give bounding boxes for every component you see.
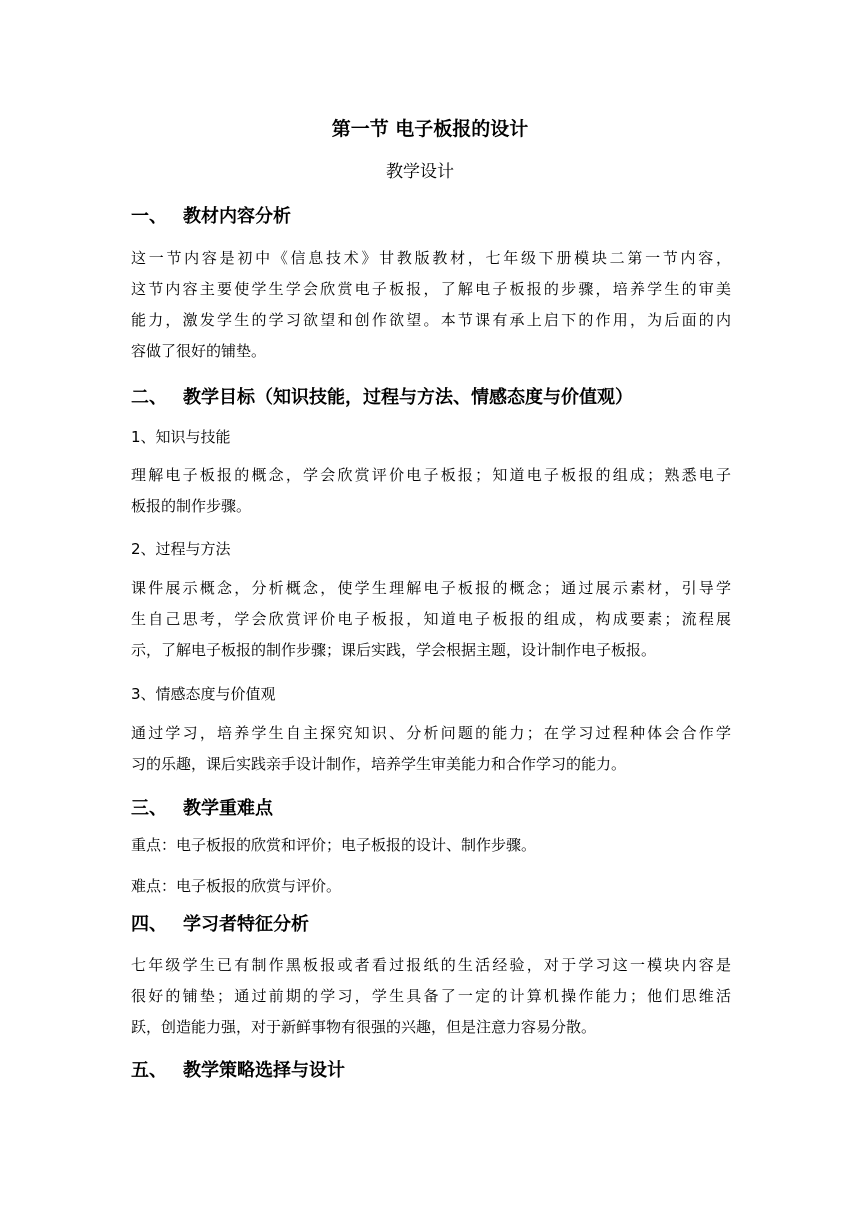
key-point-text: 重点：电子板报的欣赏和评价；电子板报的设计、制作步骤。 (131, 836, 537, 854)
paragraph-line: 习的乐趣，课后实践亲手设计制作，培养学生审美能力和合作学习的能力。 (131, 755, 627, 773)
paragraph-line: 这一节内容是初中《信息技术》甘教版教材，七年级下册模块二第一节内容， (131, 249, 731, 267)
difficult-point-text: 难点：电子板报的欣赏与评价。 (131, 877, 342, 895)
subsection-label-knowledge: 1、知识与技能 (131, 428, 231, 446)
paragraph-line: 理解电子板报的概念，学会欣赏评价电子板报；知道电子板报的组成；熟悉电子 (131, 466, 731, 484)
subsection-paragraph-attitude (131, 718, 731, 780)
section-title: 教学目标（知识技能，过程与方法、情感态度与价值观） (183, 387, 633, 408)
paragraph-line: 跃，创造能力强，对于新鲜事物有很强的兴趣，但是注意力容易分散。 (131, 1018, 597, 1036)
difficult-point-line (131, 871, 731, 902)
document-title: 第一节 电子板报的设计 (331, 118, 529, 140)
paragraph-line: 板报的制作步骤。 (131, 497, 252, 515)
subsection-paragraph-process (131, 573, 731, 666)
section-title: 教学策略选择与设计 (183, 1060, 345, 1081)
paragraph-line: 示，了解电子板报的制作步骤；课后实践，学会根据主题，设计制作电子板报。 (131, 641, 657, 659)
paragraph-line: 很好的铺垫；通过前期的学习，学生具备了一定的计算机操作能力；他们思维活 (131, 987, 731, 1005)
paragraph-line: 七年级学生已有制作黑板报或者看过报纸的生活经验，对于学习这一模块内容是 (131, 956, 731, 974)
paragraph-line: 容做了很好的铺垫。 (131, 342, 267, 360)
section-number: 三、 (131, 798, 167, 819)
section-title: 教材内容分析 (183, 206, 291, 227)
section-title: 学习者特征分析 (183, 914, 309, 935)
section-heading-5 (131, 1059, 751, 1083)
paragraph-line: 生自己思考，学会欣赏评价电子板报，知道电子板报的组成，构成要素；流程展 (131, 610, 731, 628)
section-heading-4 (131, 913, 751, 937)
section-heading-1 (131, 205, 751, 229)
paragraph-line: 能力，激发学生的学习欲望和创作欲望。本节课有承上启下的作用，为后面的内 (131, 311, 731, 329)
section-1-paragraph (131, 243, 731, 367)
subsection-label-attitude: 3、情感态度与价值观 (131, 685, 276, 703)
document-subtitle: 教学设计 (386, 162, 454, 182)
section-heading-3 (131, 797, 751, 821)
section-number: 二、 (131, 387, 167, 408)
subsection-paragraph-knowledge (131, 460, 731, 522)
section-number: 一、 (131, 206, 167, 227)
paragraph-line: 通过学习，培养学生自主探究知识、分析问题的能力；在学习过程种体会合作学 (131, 724, 731, 742)
paragraph-line: 课件展示概念，分析概念，使学生理解电子板报的概念；通过展示素材，引导学 (131, 579, 731, 597)
subsection-label-process: 2、过程与方法 (131, 540, 231, 558)
section-title: 教学重难点 (183, 798, 273, 819)
section-heading-2 (131, 386, 751, 410)
section-number: 四、 (131, 914, 167, 935)
section-number: 五、 (131, 1060, 167, 1081)
key-point-line (131, 830, 731, 861)
paragraph-line: 这节内容主要使学生学会欣赏电子板报，了解电子板报的步骤，培养学生的审美 (131, 280, 731, 298)
section-4-paragraph (131, 950, 731, 1043)
